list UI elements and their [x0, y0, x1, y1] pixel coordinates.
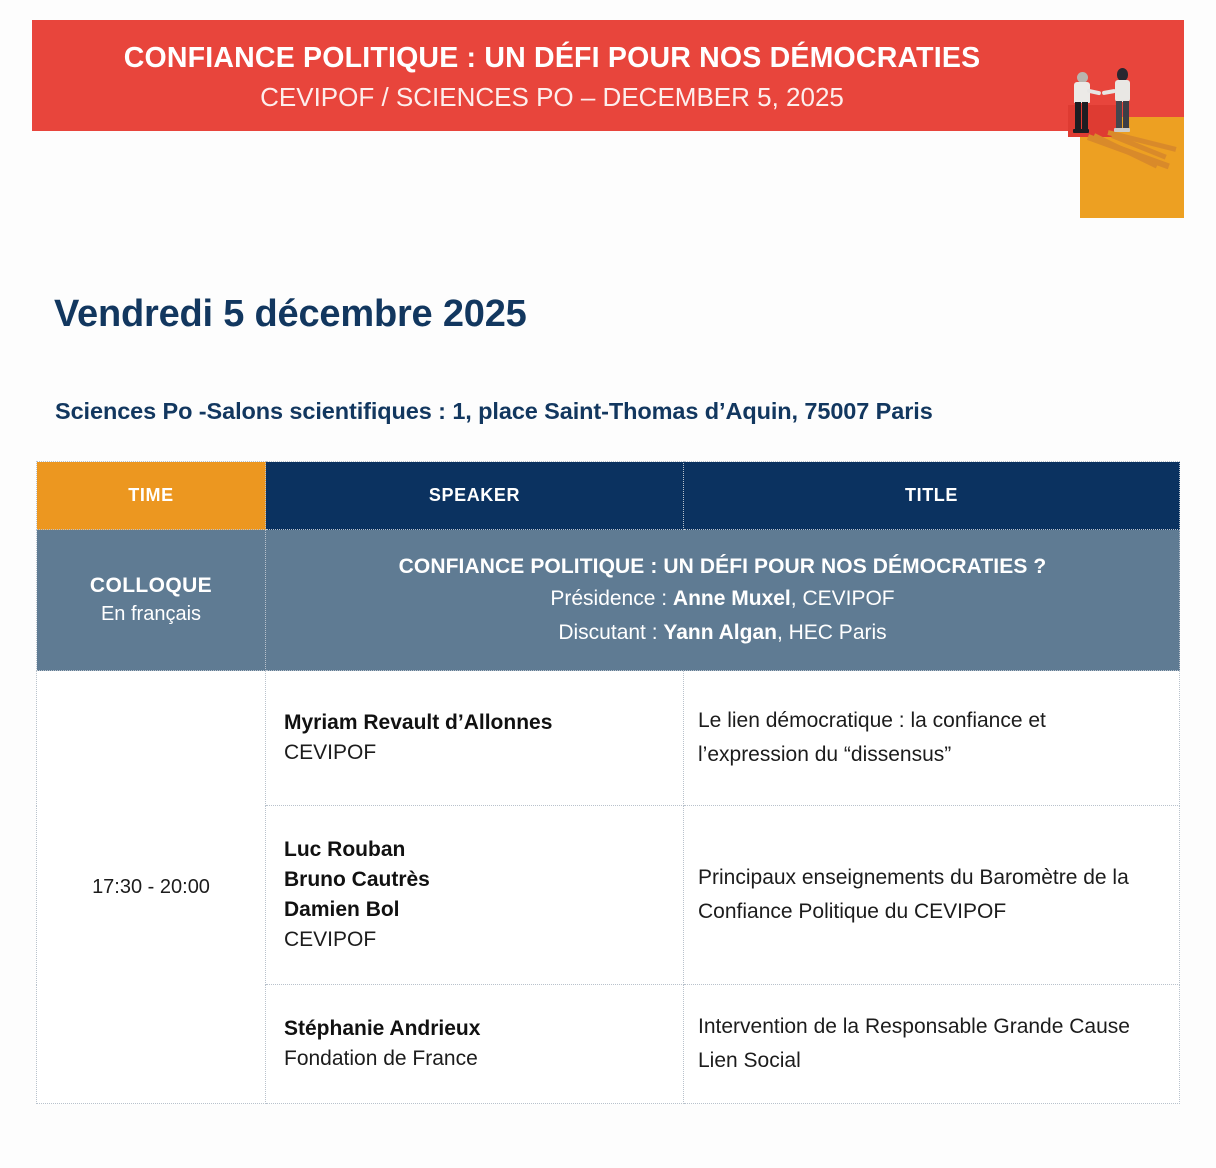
column-header-speaker: SPEAKER — [266, 462, 684, 530]
talk-title: Le lien démocratique : la confiance et l’expression du “dissensus” — [684, 671, 1180, 806]
table-header-row — [37, 462, 1180, 530]
discussant-affiliation: , HEC Paris — [776, 620, 887, 644]
speaker-name: Bruno Cautrès — [284, 868, 430, 892]
schedule-table — [36, 461, 1180, 1104]
speaker-name: Myriam Revault d’Allonnes — [284, 711, 553, 735]
table-row — [37, 671, 1180, 806]
session-discussant-line — [282, 618, 1163, 648]
chair-affiliation: , CEVIPOF — [790, 587, 895, 611]
session-band-row — [37, 530, 1180, 671]
talk-title: Principaux enseignements du Baromètre de la Confiance Politique du CEVIPOF — [684, 806, 1180, 985]
speaker-name: Luc Rouban — [284, 838, 406, 862]
speaker-affiliation: Fondation de France — [284, 1047, 478, 1070]
banner-subtitle: CEVIPOF / SCIENCES PO – DECEMBER 5, 2025 — [260, 82, 844, 113]
chair-prefix: Présidence : — [550, 587, 673, 611]
discussant-prefix: Discutant : — [558, 620, 664, 644]
handshake-illustration — [1048, 20, 1184, 218]
person-figure-left-icon — [1070, 72, 1100, 134]
speaker-name: Damien Bol — [284, 898, 400, 921]
person-figure-right-icon — [1110, 68, 1140, 134]
venue-heading: Sciences Po -Salons scientifiques : 1, place Saint-Thomas d’Aquin, 75007 Paris — [55, 398, 933, 424]
time-slot-cell: 17:30 - 20:00 — [37, 671, 266, 1104]
speaker-cell — [266, 671, 684, 806]
discussant-name: Yann Algan — [663, 620, 777, 644]
speaker-name: Stéphanie Andrieux — [284, 1017, 481, 1041]
banner-text-block — [32, 20, 1072, 131]
session-type-cell — [37, 530, 266, 671]
column-header-title: TITLE — [684, 462, 1180, 530]
speaker-affiliation: CEVIPOF — [284, 927, 377, 951]
session-chair-line — [282, 584, 1163, 614]
session-title: CONFIANCE POLITIQUE : UN DÉFI POUR NOS DÉMOCRATIES ? — [398, 554, 1047, 578]
speaker-cell — [266, 806, 684, 985]
speaker-affiliation: CEVIPOF — [284, 741, 377, 764]
banner-title: CONFIANCE POLITIQUE : UN DÉFI POUR NOS DÉMOCRATIES — [123, 41, 981, 74]
speaker-cell — [266, 985, 684, 1104]
talk-title: Intervention de la Responsable Grande Cause Lien Social — [684, 985, 1180, 1104]
day-heading: Vendredi 5 décembre 2025 — [54, 293, 527, 335]
session-language-label: En français — [100, 603, 202, 626]
session-details-cell — [266, 530, 1180, 671]
header-banner — [32, 20, 1184, 131]
column-header-time: TIME — [37, 462, 266, 530]
chair-name: Anne Muxel — [672, 587, 791, 611]
session-type-label: COLLOQUE — [89, 573, 213, 597]
